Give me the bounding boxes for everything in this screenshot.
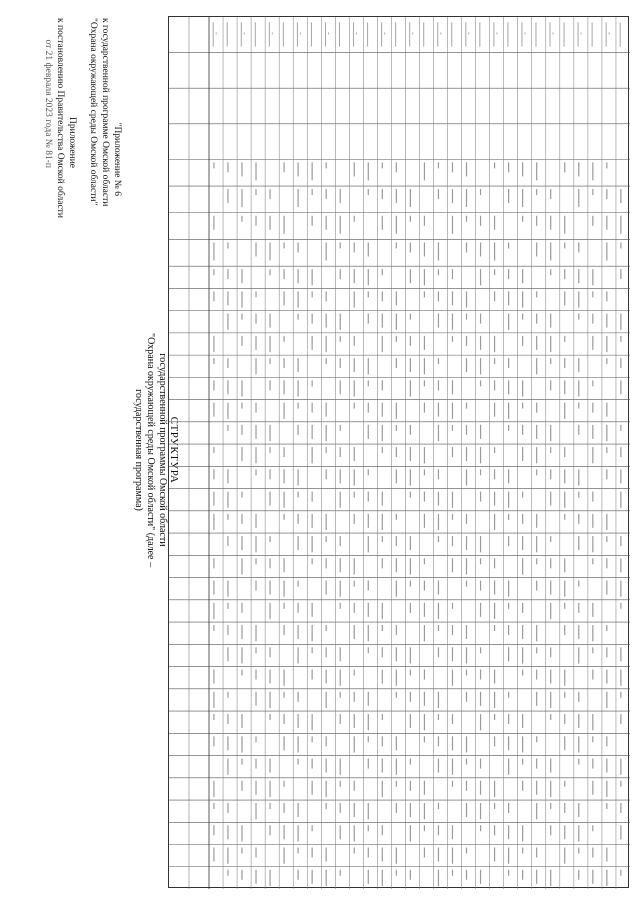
annex-block bbox=[42, 18, 78, 218]
annex6-line-1: "Приложение № 6 bbox=[112, 122, 122, 196]
annex-line-1: Приложение bbox=[67, 117, 77, 168]
annex6-block bbox=[87, 18, 123, 207]
title-line-1: СТРУКТУРА bbox=[168, 416, 180, 484]
annex6-line-3: "Охрана окружающей среды Омской области" bbox=[88, 18, 98, 206]
title-line-3: "Охрана окружающей среды Омской области" (далее – государственная программа) bbox=[133, 333, 156, 567]
table-grid bbox=[169, 17, 630, 889]
title-line-2: государственной программы Омской области bbox=[157, 353, 168, 547]
structure-table bbox=[168, 16, 629, 888]
annex6-line-2: к государственной программе Омской области bbox=[100, 18, 110, 207]
annex-line-2: к постановлению Правительства Омской области bbox=[55, 18, 65, 218]
annex-line-3: от 21 февраля 2023 года № 81-п bbox=[43, 39, 53, 168]
